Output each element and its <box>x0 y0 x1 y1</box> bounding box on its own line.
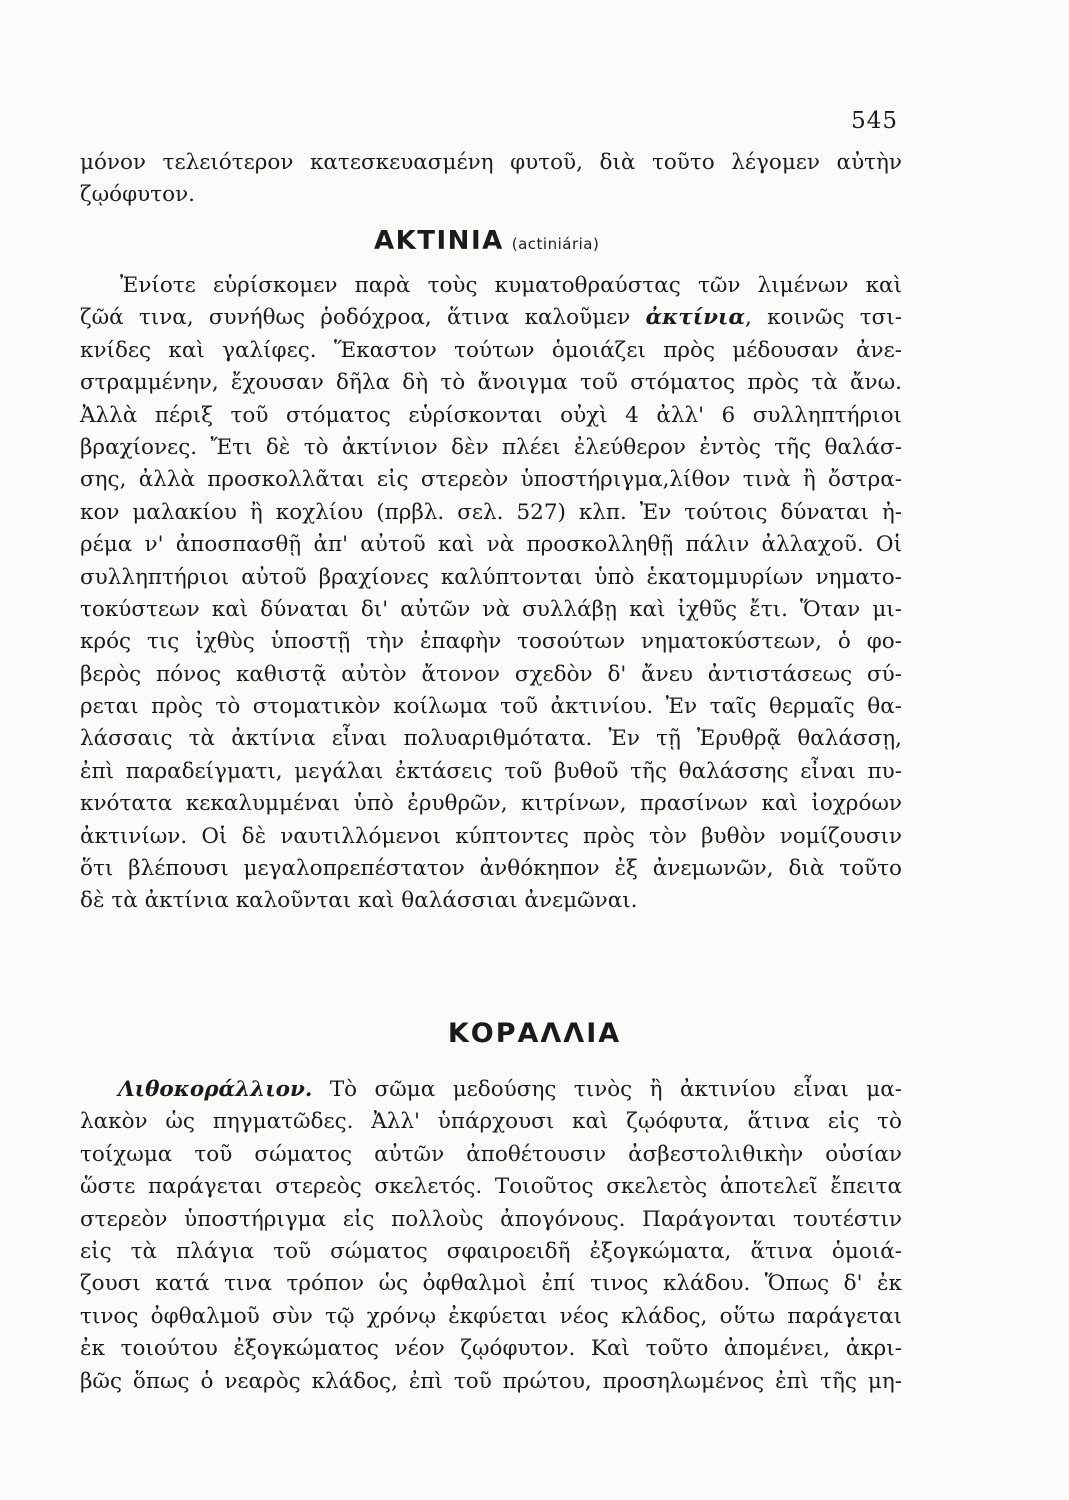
text-line: ἐκ τοιούτου ἐξογκώματος νέον ζῳόφυτον. Καὶ τοῦτο ἀπομένει, ἀκρι- <box>80 1336 902 1362</box>
text-line-part: ζῶά τινα, συνήθως ῥοδόχροα, ἅτινα καλοῦμεν <box>80 305 631 331</box>
text-line: τοκύστεων καὶ δύναται δι' αὐτῶν νὰ συλλάβῃ καὶ ἰχθῦς ἔτι. Ὅταν μι- <box>80 596 902 622</box>
text-line: ὅτι βλέπουσι μεγαλοπρεπέστατον ἀνθόκηπον ἐξ ἀνεμωνῶν, διὰ τοῦτο <box>80 856 902 882</box>
text-line: μόνον τελειότερον κατεσκευασμένη φυτοῦ, διὰ τοῦτο λέγομεν αὐτὴν <box>80 150 902 175</box>
text-line: συλληπτήριοι αὐτοῦ βραχίονες καλύπτονται ὑπὸ ἑκατομμυρίων νηματο- <box>80 564 902 590</box>
text-line: λάσσαις τὰ ἀκτίνια εἶναι πολυαριθμότατα. Ἐν τῇ Ἐρυθρᾷ θαλάσσῃ, <box>80 726 902 752</box>
aktinia-paragraph <box>80 270 902 918</box>
text-line <box>80 302 902 334</box>
text-line <box>80 1074 902 1106</box>
text-line: κον μαλακίου ἢ κοχλίου (πρβλ. σελ. 527) κλπ. Ἐν τούτοις δύναται ἠ- <box>80 499 902 525</box>
text-line: βῶς ὅπως ὁ νεαρὸς κλάδος, ἐπὶ τοῦ πρώτου, προσηλωμένος ἐπὶ τῆς μη- <box>80 1368 902 1394</box>
bold-term: ἀκτίνια <box>645 305 746 331</box>
text-line: Ἀλλὰ πέριξ τοῦ στόματος εὑρίσκονται οὐχὶ 4 ἀλλ' 6 συλληπτήριοι <box>80 402 902 428</box>
text-line: ἐπὶ παραδείγματι, μεγάλαι ἐκτάσεις τοῦ βυθοῦ τῆς θαλάσσης εἶναι πυ- <box>80 758 902 784</box>
text-line: κνότατα κεκαλυμμέναι ὑπὸ ἐρυθρῶν, κιτρίνων, πρασίνων καὶ ἰοχρόων <box>80 791 902 817</box>
text-line: ἀκτινίων. Οἱ δὲ ναυτιλλόμενοι κύπτοντες πρὸς τὸν βυθὸν νομίζουσιν <box>80 823 902 849</box>
text-line: δὲ τὰ ἀκτίνια καλοῦνται καὶ θαλάσσιαι ἀνεμῶναι. <box>80 888 638 914</box>
section-heading-aktinia <box>374 226 599 256</box>
text-line: ὥστε παράγεται στερεὸς σκελετός. Τοιοῦτος σκελετὸς ἀποτελεῖ ἔπειτα <box>80 1174 902 1200</box>
page-number: 545 <box>851 108 898 134</box>
text-line: λακὸν ὡς πηγματῶδες. Ἀλλ' ὑπάρχουσι καὶ ζῳόφυτα, ἅτινα εἰς τὸ <box>80 1109 902 1135</box>
text-line: τοίχωμα τοῦ σώματος αὐτῶν ἀποθέτουσιν ἀσβεστολιθικὴν οὐσίαν <box>80 1141 902 1167</box>
text-line: εἰς τὰ πλάγια τοῦ σώματος σφαιροειδῆ ἐξογκώματα, ἅτινα ὁμοιά- <box>80 1238 902 1264</box>
text-line-part: , κοινῶς τσι- <box>745 305 902 331</box>
text-line: ζουσι κατά τινα τρόπον ὡς ὀφθαλμοὶ ἐπί τινος κλάδου. Ὅπως δ' ἐκ <box>80 1271 902 1297</box>
koralia-paragraph <box>80 1074 902 1398</box>
section-heading-koralia: ΚΟΡΑΛΛΙΑ <box>447 1018 622 1049</box>
text-line: ρέμα ν' ἀποσπασθῇ ἀπ' αὐτοῦ καὶ νὰ προσκολληθῇ πάλιν ἀλλαχοῦ. Οἱ <box>80 532 902 558</box>
text-line: στραμμένην, ἔχουσαν δῆλα δὴ τὸ ἄνοιγμα τοῦ στόματος πρὸς τὰ ἄνω. <box>80 370 902 396</box>
lead-term: Λιθοκοράλλιον. <box>118 1077 313 1102</box>
text-line: βερὸς πόνος καθιστᾷ αὐτὸν ἄτονον σχεδὸν δ' ἄνευ ἀντιστάσεως σύ- <box>80 661 902 687</box>
text-line: ρεται πρὸς τὸ στοματικὸν κοίλωμα τοῦ ἀκτινίου. Ἐν ταῖς θερμαῖς θα- <box>80 694 902 720</box>
text-line: τινος ὀφθαλμοῦ σὺν τῷ χρόνῳ ἐκφύεται νέος κλάδος, οὕτω παράγεται <box>80 1303 902 1329</box>
heading-latin-name: (actiniária) <box>511 235 600 253</box>
text-line: ζῳόφυτον. <box>80 182 195 208</box>
text-line: βραχίονες. Ἔτι δὲ τὸ ἀκτίνιον δὲν πλέει ἐλεύθερον ἐντὸς τῆς θαλάσ- <box>80 434 902 460</box>
text-line: Ἐνίοτε εὑρίσκομεν παρὰ τοὺς κυματοθραύστας τῶν λιμένων καὶ <box>120 273 902 298</box>
text-line-part: Τὸ σῶμα μεδούσης τινὸς ἢ ἀκτινίου εἶναι μα- <box>329 1077 902 1102</box>
text-line: κνίδες καὶ γαλίφες. Ἕκαστον τούτων ὁμοιάζει πρὸς μέδουσαν ἀνε- <box>80 337 902 363</box>
heading-title: ΑΚΤΙΝΙΑ <box>374 226 504 256</box>
intro-paragraph <box>80 147 902 212</box>
text-line: σης, ἀλλὰ προσκολλᾶται εἰς στερεὸν ὑποστήριγμα,λίθον τινὰ ἢ ὄστρα- <box>80 467 902 493</box>
text-line: κρός τις ἰχθὺς ὑποστῇ τὴν ἐπαφὴν τοσούτων νηματοκύστεων, ὁ φο- <box>80 629 902 655</box>
text-line: στερεὸν ὑποστήριγμα εἰς πολλοὺς ἀπογόνους. Παράγονται τουτέστιν <box>80 1206 902 1232</box>
